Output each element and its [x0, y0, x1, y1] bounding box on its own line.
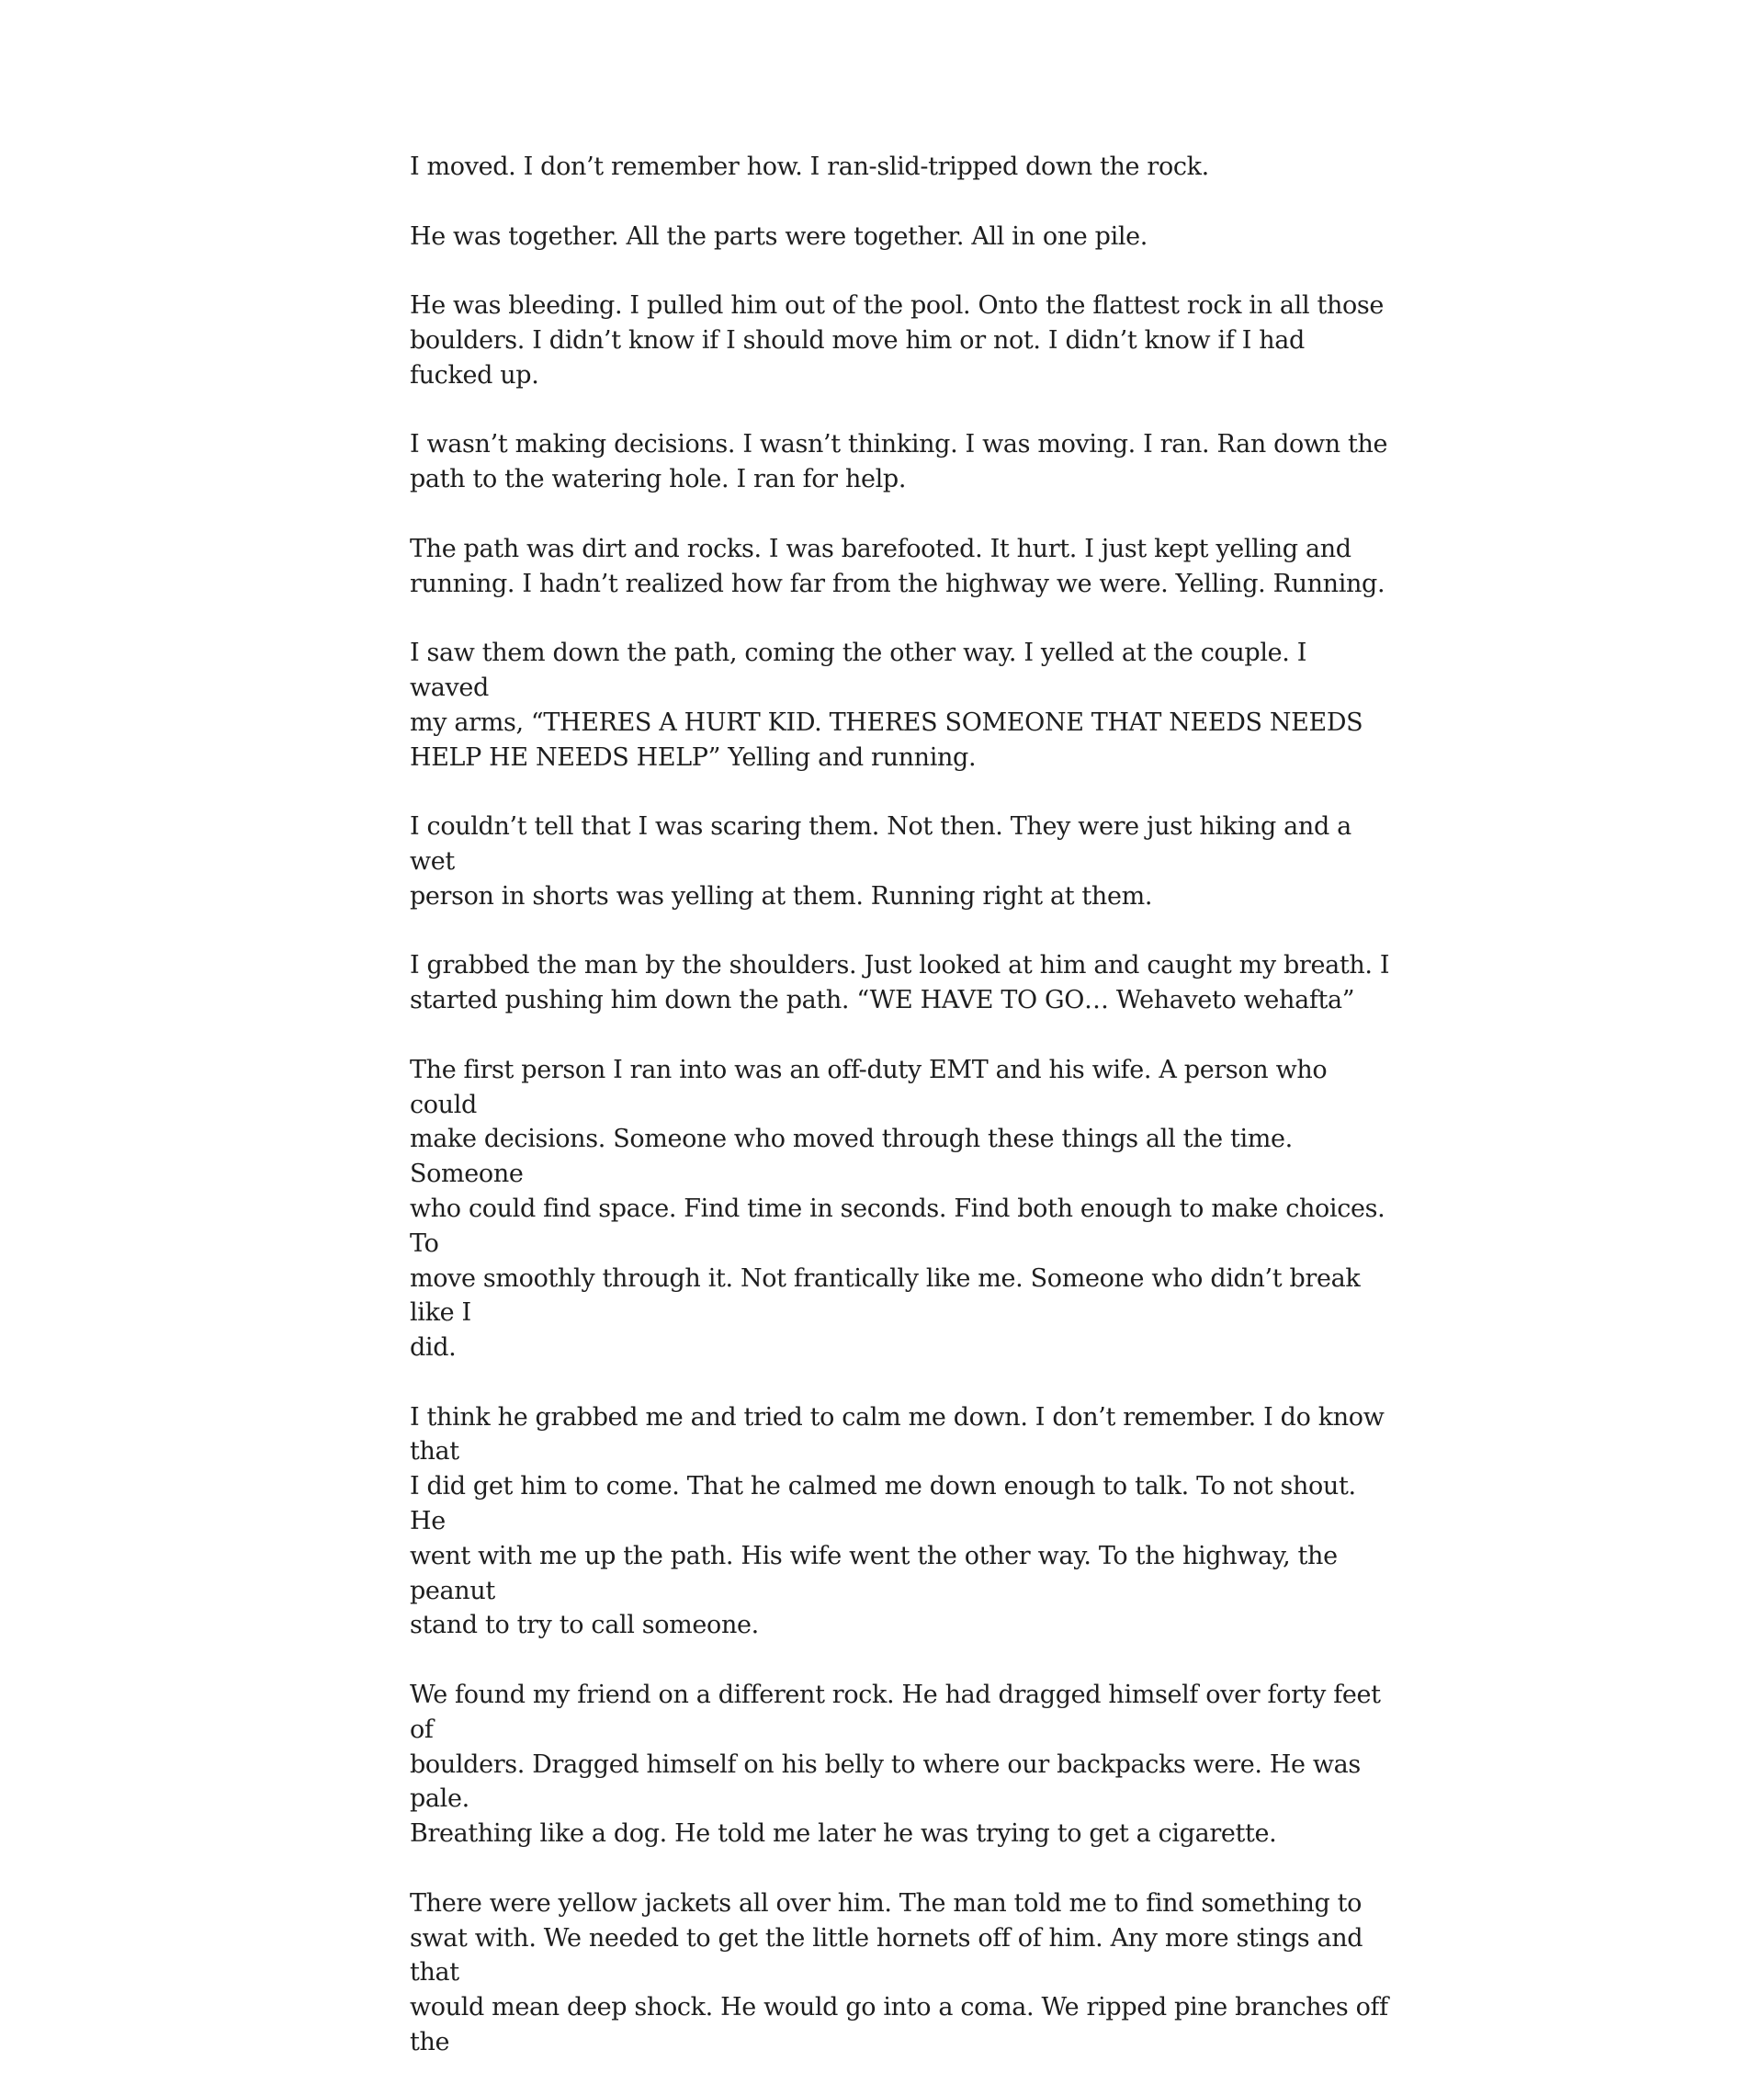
- paragraph-7: I couldn’t tell that I was scaring them. Not then. They were just hiking and a wet person in shorts was yelling at them. Running right at them.: [410, 812, 1351, 911]
- paragraph-2: He was together. All the parts were together. All in one pile.: [410, 221, 1148, 251]
- paragraph-8: I grabbed the man by the shoulders. Just looked at him and caught my breath. I started pushing him down the path. “WE HAVE TO GO… Wehaveto wehafta”: [410, 951, 1390, 1015]
- paragraph-6: I saw them down the path, coming the other way. I yelled at the couple. I waved my arms, “THERES A HURT KID. THERES SOMEONE THAT NEEDS NEEDS HELP HE NEEDS HELP” Yelling and running.: [410, 639, 1363, 772]
- paragraph-9: The first person I ran into was an off-duty EMT and his wife. A person who could make decisions. Someone who moved through these things all the time. Someone who could find space. Find time in seconds. Find both enough to make choices. To move smoothly through it. Not frantically like me. Someone who didn’t break like I did.: [410, 1055, 1385, 1363]
- paragraph-11: We found my friend on a different rock. He had dragged himself over forty feet of boulders. Dragged himself on his belly to where our backpacks were. He was pale. Breathing like a dog. He told me later he was trying to get a cigarette.: [410, 1681, 1381, 1849]
- paragraph-10: I think he grabbed me and tried to calm me down. I don’t remember. I do know that I did get him to come. That he calmed me down enough to talk. To not shout. He went with me up the path. His wife went the other way. To the highway, the peanut stand to try to call someone.: [410, 1402, 1385, 1640]
- paragraph-1: I moved. I don’t remember how. I ran-slid-tripped down the rock.: [410, 153, 1209, 181]
- paragraph-5: The path was dirt and rocks. I was barefooted. It hurt. I just kept yelling and running. I hadn’t realized how far from the highway we were. Yelling. Running.: [410, 534, 1385, 598]
- paragraph-4: I wasn’t making decisions. I wasn’t thinking. I was moving. I ran. Ran down the path to the watering hole. I ran for help.: [410, 430, 1388, 494]
- story-text: [410, 150, 1393, 2095]
- paragraph-3: He was bleeding. I pulled him out of the pool. Onto the flattest rock in all those boulders. I didn’t know if I should move him or not. I didn’t know if I had fucked up.: [410, 291, 1385, 390]
- paragraph-12: There were yellow jackets all over him. The man told me to find something to swat with. We needed to get the little hornets off of him. Any more stings and that would mean deep shock. He would go into a coma. We ripped pine branches off the: [410, 1888, 1388, 2057]
